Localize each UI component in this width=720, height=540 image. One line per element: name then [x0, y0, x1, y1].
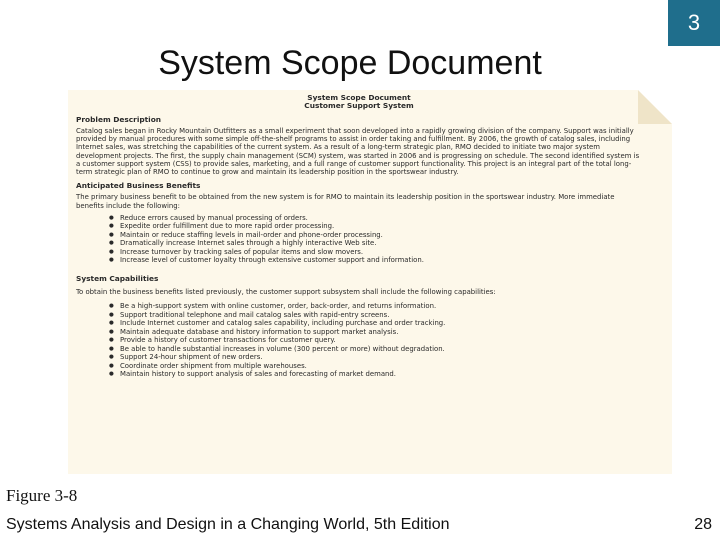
- list-item: ● Coordinate order shipment from multiple warehouses.: [120, 362, 642, 371]
- list-item: ● Expedite order fulfillment due to more rapid order processing.: [120, 222, 642, 231]
- page-number: 28: [694, 516, 712, 533]
- list-item: ● Maintain history to support analysis of sales and forecasting of market demand.: [120, 370, 642, 379]
- list-item: ● Maintain or reduce staffing levels in mail-order and phone-order processing.: [120, 231, 642, 240]
- list-item: ● Be a high-support system with online customer, order, back-order, and returns information.: [120, 302, 642, 311]
- page-curl-corner: [638, 90, 672, 124]
- list-item: ● Support 24-hour shipment of new orders.: [120, 353, 642, 362]
- figure-label: Figure 3-8: [6, 486, 78, 505]
- footer-book-title: Systems Analysis and Design in a Changing World, 5th Edition: [6, 516, 450, 533]
- benefits-heading: Anticipated Business Benefits: [76, 181, 201, 191]
- problem-heading: Problem Description: [76, 114, 162, 124]
- list-item: ● Increase level of customer loyalty through extensive customer support and information.: [120, 256, 642, 265]
- list-item: ● Be able to handle substantial increases in volume (300 percent or more) without degradation.: [120, 345, 642, 354]
- benefits-list: [76, 214, 642, 265]
- list-item: ● Increase turnover by tracking sales of popular items and slow movers.: [120, 248, 642, 257]
- chapter-number-badge: 3: [668, 0, 720, 46]
- list-item: ● Reduce errors caused by manual processing of orders.: [120, 214, 642, 223]
- document-title: System Scope Document: [307, 93, 411, 102]
- problem-text: Catalog sales began in Rocky Mountain Outfitters as a small experiment that soon developed into a rapidly growing division of the company. Support was initially provided by manual procedures with some simple off-the-shelf programs to assist in order taking and fulfillment. By 2006, the growth of catalog sales, including Internet sales, was stretching the capabilities of the current system. As a result of a long-term strategic plan, RMO decided to initiate two major system development projects. The first, the supply chain management (SCM) system, was started in 2006 and is progressing on schedule. The second identified system is a customer support system (CSS) to provide sales, marketing, and a full range of customer support functionality. This project is an integral part of the total long-term strategic plan of RMO to continue to grow and maintain its leadership position in the sportswear industry.: [76, 127, 640, 177]
- capabilities-heading: System Capabilities: [76, 273, 159, 283]
- document-figure: [68, 90, 672, 474]
- benefits-intro: The primary business benefit to be obtained from the new system is for RMO to maintain its leadership position in the sportswear industry. More immediate benefits include the following:: [76, 193, 615, 210]
- capabilities-list: [76, 302, 642, 379]
- scope-document: [76, 94, 642, 379]
- list-item: ● Include Internet customer and catalog sales capability, including purchase and order tracking.: [120, 319, 642, 328]
- capabilities-intro: To obtain the business benefits listed previously, the customer support subsystem shall include the following capabilities:: [76, 288, 496, 297]
- list-item: ● Dramatically increase Internet sales through a highly interactive Web site.: [120, 239, 642, 248]
- slide-title: System Scope Document: [158, 44, 542, 82]
- list-item: ● Maintain adequate database and history information to support market analysis.: [120, 328, 642, 337]
- list-item: ● Support traditional telephone and mail catalog sales with rapid-entry screens.: [120, 311, 642, 320]
- document-subtitle: Customer Support System: [304, 101, 414, 111]
- list-item: ● Provide a history of customer transactions for customer query.: [120, 336, 642, 345]
